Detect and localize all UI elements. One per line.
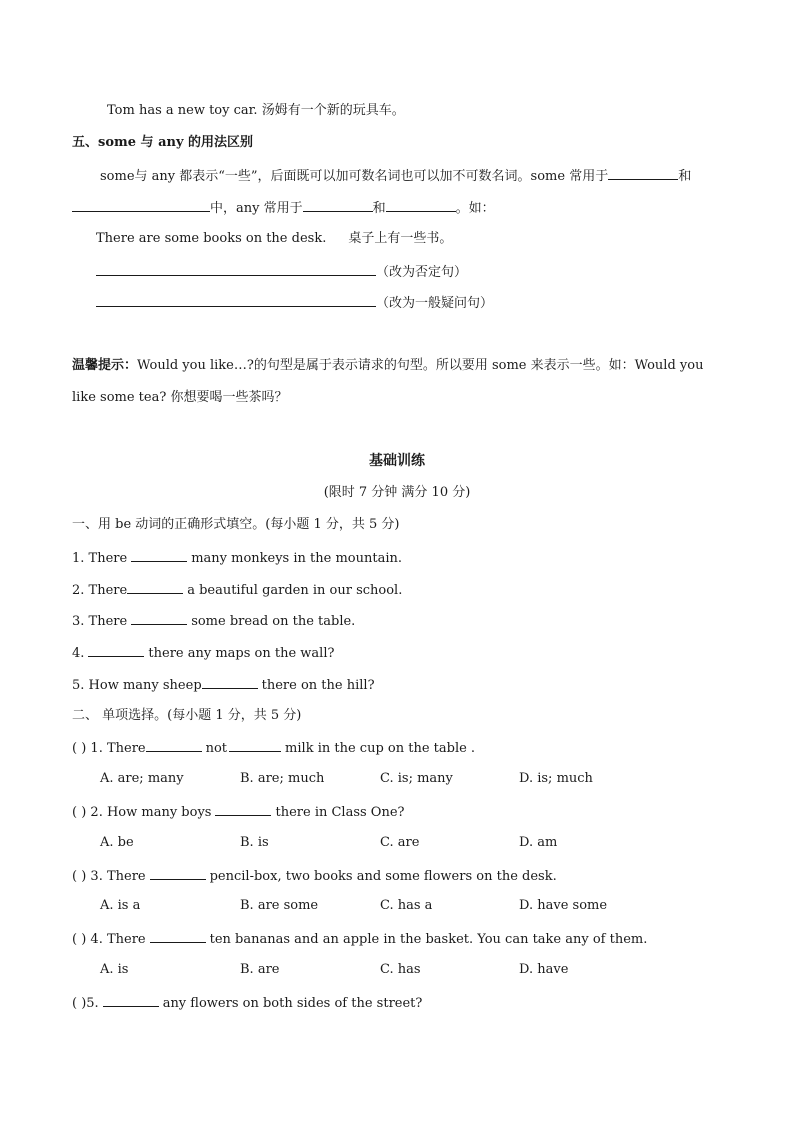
- rewrite-question-line: [96, 293, 493, 313]
- fill-item-4: [72, 643, 334, 663]
- option-a[interactable]: A. is a: [100, 898, 141, 913]
- answer-paren[interactable]: ( ): [72, 996, 87, 1011]
- answer-blank[interactable]: [88, 643, 144, 657]
- intro-example: Tom has a new toy car. 汤姆有一个新的玩具车。: [107, 103, 405, 118]
- item-suffix: a beautiful garden in our school.: [187, 583, 403, 598]
- fill-item-3: [72, 611, 355, 631]
- answer-paren[interactable]: ( ): [72, 932, 87, 947]
- question-suffix: pencil-box, two books and some flowers on the desk.: [209, 869, 557, 884]
- tip-line2: like some tea? 你想要喝一些茶吗？: [72, 390, 288, 405]
- answer-blank[interactable]: [229, 738, 281, 752]
- fill-item-5: [72, 675, 375, 695]
- answer-blank[interactable]: [131, 611, 187, 625]
- example-en: There are some books on the desk.: [96, 231, 327, 246]
- rewrite-negative-line: [96, 262, 467, 282]
- question-prefix: 4. There: [90, 932, 146, 947]
- answer-blank[interactable]: [202, 675, 258, 689]
- question-suffix: there in Class One?: [275, 805, 405, 820]
- item-prefix: 1. There: [72, 551, 128, 566]
- item-suffix: there any maps on the wall?: [148, 646, 335, 661]
- item-suffix: there on the hill?: [261, 678, 375, 693]
- option-b[interactable]: B. are; much: [240, 771, 325, 786]
- para-mid: 中，any 常用于: [210, 201, 303, 216]
- question-prefix: 3. There: [90, 869, 146, 884]
- answer-paren[interactable]: ( ): [72, 741, 87, 756]
- para-text-a: some与 any 都表示“一些”，后面既可以加可数名词也可以加不可数名词。some 常用于: [100, 169, 609, 184]
- answer-blank[interactable]: [146, 738, 202, 752]
- item-prefix: 5. How many sheep: [72, 678, 202, 693]
- answer-paren[interactable]: ( ): [72, 869, 87, 884]
- answer-blank[interactable]: [215, 802, 271, 816]
- question-prefix: 2. How many boys: [90, 805, 212, 820]
- section-five-paragraph-line2: [72, 198, 495, 218]
- item-suffix: many monkeys in the mountain.: [191, 551, 402, 566]
- para-and-2: 和: [372, 201, 386, 216]
- answer-blank[interactable]: [386, 198, 456, 212]
- question-prefix: 1. There: [90, 741, 146, 756]
- item-prefix: 3. There: [72, 614, 128, 629]
- answer-blank[interactable]: [103, 993, 159, 1007]
- option-d[interactable]: D. have some: [519, 898, 608, 913]
- option-b[interactable]: B. are some: [240, 898, 319, 913]
- section-five-paragraph-line1: [100, 166, 691, 186]
- option-c[interactable]: C. has a: [380, 898, 433, 913]
- answer-blank[interactable]: [608, 166, 678, 180]
- fill-item-2: [72, 580, 402, 600]
- training-title: 基础训练: [369, 453, 425, 469]
- question-suffix: milk in the cup on the table .: [285, 741, 476, 756]
- example-cn: 桌子上有一些书。: [348, 231, 453, 246]
- choice-question-3: [72, 866, 557, 886]
- question-mid: not: [205, 741, 228, 756]
- item-suffix: some bread on the table.: [191, 614, 356, 629]
- answer-blank[interactable]: [96, 293, 376, 307]
- item-prefix: 4.: [72, 646, 85, 661]
- question-suffix: ten bananas and an apple in the basket. You can take any of them.: [209, 932, 648, 947]
- answer-blank[interactable]: [96, 262, 376, 276]
- answer-blank[interactable]: [127, 580, 183, 594]
- fill-item-1: [72, 548, 402, 568]
- option-b[interactable]: B. are: [240, 962, 280, 977]
- section-five-heading: 五、some 与 any 的用法区别: [72, 135, 254, 150]
- option-c[interactable]: C. is; many: [380, 771, 453, 786]
- rewrite-negative-hint: （改为否定句）: [376, 265, 468, 280]
- part-two-heading: 二、 单项选择。(每小题 1 分，共 5 分): [72, 708, 302, 723]
- para-tail: 。如：: [455, 201, 495, 216]
- question-prefix: 5.: [86, 996, 99, 1011]
- question-suffix: any flowers on both sides of the street?: [162, 996, 423, 1011]
- answer-blank[interactable]: [150, 929, 206, 943]
- example-sentence: [96, 230, 452, 248]
- para-and-1: 和: [678, 169, 692, 184]
- rewrite-question-hint: （改为一般疑问句）: [376, 296, 494, 311]
- answer-blank[interactable]: [303, 198, 373, 212]
- answer-blank[interactable]: [131, 548, 187, 562]
- choice-question-4: [72, 929, 647, 949]
- option-b[interactable]: B. is: [240, 835, 269, 850]
- answer-blank[interactable]: [150, 866, 206, 880]
- training-subtitle: (限时 7 分钟 满分 10 分): [323, 485, 471, 500]
- option-d[interactable]: D. is; much: [519, 771, 593, 786]
- tip-text-1: Would you like…?的句型是属于表示请求的句型。所以要用 some 来表示一些。如：Would you: [137, 358, 704, 373]
- choice-question-5: [72, 993, 422, 1013]
- answer-blank[interactable]: [72, 198, 210, 212]
- tip-line1: [72, 357, 703, 375]
- option-c[interactable]: C. are: [380, 835, 420, 850]
- option-d[interactable]: D. have: [519, 962, 569, 977]
- option-a[interactable]: A. be: [100, 835, 134, 850]
- option-a[interactable]: A. is: [100, 962, 129, 977]
- part-one-heading: 一、用 be 动词的正确形式填空。(每小题 1 分，共 5 分): [72, 517, 400, 532]
- option-a[interactable]: A. are; many: [100, 771, 184, 786]
- choice-question-1: [72, 738, 475, 758]
- option-d[interactable]: D. am: [519, 835, 558, 850]
- option-c[interactable]: C. has: [380, 962, 421, 977]
- choice-question-2: [72, 802, 405, 822]
- item-prefix: 2. There: [72, 583, 128, 598]
- answer-paren[interactable]: ( ): [72, 805, 87, 820]
- tip-label: 温馨提示：: [72, 358, 138, 373]
